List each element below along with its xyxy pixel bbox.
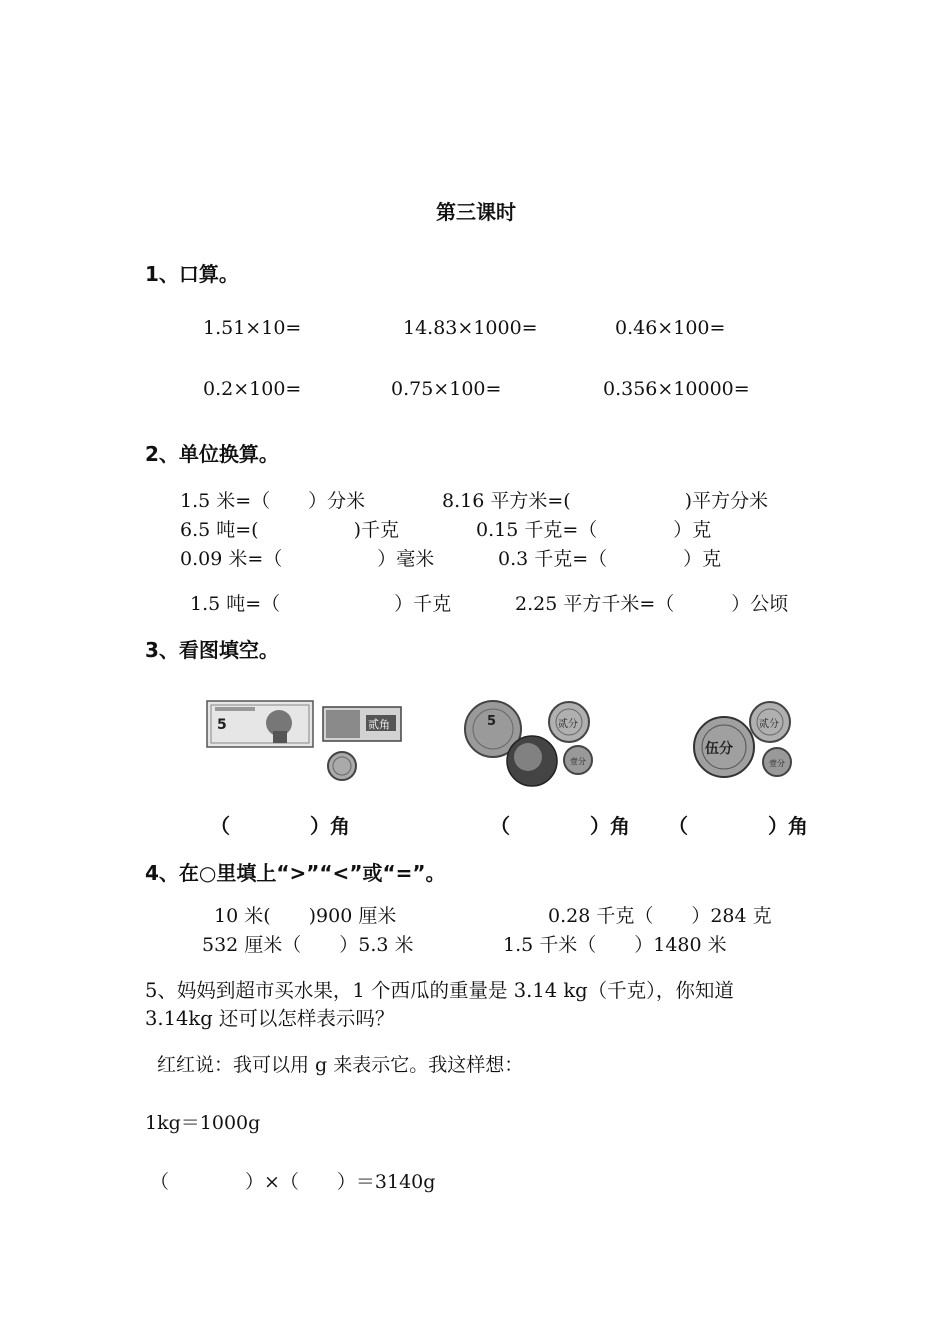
- q2-item: 0.3 千克=（ ）克: [498, 548, 722, 570]
- coin-wufen-label: 伍分: [705, 741, 733, 757]
- note-2jiao-label: 贰角: [368, 718, 390, 731]
- money-group-2: [460, 695, 610, 790]
- q2-heading: 2、单位换算。: [145, 442, 279, 466]
- q5-line: （ ）×（ ）＝3140g: [150, 1171, 436, 1193]
- q1-item: 1.51×10=: [203, 317, 302, 339]
- page-title: 第三课时: [436, 200, 516, 224]
- q4-item: 10 米( )900 厘米: [214, 905, 397, 927]
- q1-item: 14.83×1000=: [403, 317, 538, 339]
- q2-item: 1.5 米=（ ）分米: [180, 490, 366, 512]
- q4-item: 0.28 千克（ ）284 克: [548, 905, 772, 927]
- q2-item: 8.16 平方米=( )平方分米: [442, 490, 769, 512]
- q5-line: 3.14kg 还可以怎样表示吗？: [145, 1007, 395, 1030]
- q4-item: 532 厘米（ ）5.3 米: [202, 934, 414, 956]
- q1-item: 0.356×10000=: [603, 378, 750, 400]
- q4-item: 1.5 千米（ ）1480 米: [503, 934, 727, 956]
- coin-2fen: [328, 752, 356, 780]
- q2-item: 6.5 吨=( )千克: [180, 519, 400, 541]
- q3-blank: （ ）角: [490, 814, 630, 838]
- q2-item: 0.15 千克=（ ）克: [476, 519, 712, 541]
- q3-blank: （ ）角: [668, 814, 808, 838]
- q5-line: 5、妈妈到超市买水果，1 个西瓜的重量是 3.14 kg（千克），你知道: [145, 979, 734, 1002]
- q1-item: 0.2×100=: [203, 378, 302, 400]
- q1-item: 0.75×100=: [391, 378, 502, 400]
- coin-1fen-label: 壹分: [570, 757, 586, 766]
- note-5jiao-label: 5: [217, 717, 227, 733]
- coin-2fen-label: 贰分: [558, 719, 578, 730]
- q1-heading: 1、口算。: [145, 262, 239, 286]
- q3-blank: （ ）角: [210, 814, 350, 838]
- q4-heading: 4、在○里填上“>”“<”或“=”。: [145, 861, 446, 885]
- q2-item: 0.09 米=（ ）毫米: [180, 548, 435, 570]
- q5-line: 红红说：我可以用 g 来表示它。我这样想：: [157, 1054, 524, 1076]
- coin-5fen-label: 5: [487, 714, 497, 729]
- q3-heading: 3、看图填空。: [145, 638, 279, 662]
- money-group-1: [195, 695, 415, 785]
- q1-item: 0.46×100=: [615, 317, 726, 339]
- q2-item: 2.25 平方千米=（ ）公顷: [515, 593, 789, 615]
- coin-1fen-label: 壹分: [769, 759, 785, 768]
- money-group-3: [672, 695, 812, 785]
- coin-2fen-label: 贰分: [759, 719, 779, 730]
- q2-item: 1.5 吨=（ ）千克: [190, 593, 452, 615]
- q5-line: 1kg＝1000g: [145, 1112, 261, 1134]
